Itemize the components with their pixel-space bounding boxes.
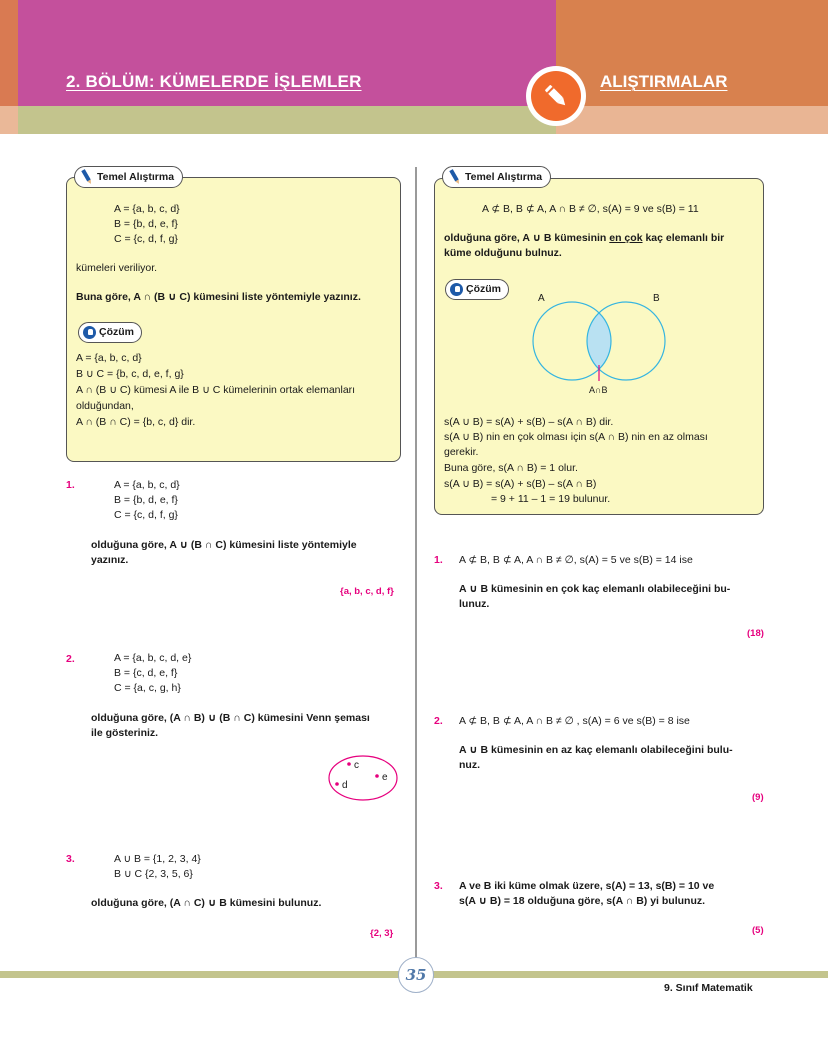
exercise-answer: (9)	[752, 792, 764, 803]
exercise-question: s(A ∪ B) = 18 olduğuna göre, s(A ∩ B) yi bulunuz.	[459, 895, 706, 907]
right-solution-line: s(A ∪ B) = s(A) + s(B) – s(A ∩ B)	[444, 478, 597, 490]
exercise-number: 3.	[434, 880, 443, 892]
left-set-a: A = {a, b, c, d}	[114, 203, 180, 215]
right-solution-line: s(A ∪ B) nin en çok olması için s(A ∩ B) nin en az olması	[444, 431, 708, 443]
exercise-question: olduğuna göre, A ∪ (B ∩ C) kümesini liste yöntemiyle	[91, 539, 357, 551]
right-example-label	[442, 166, 551, 188]
chapter-title: 2. BÖLÜM: KÜMELERDE İŞLEMLER	[66, 72, 362, 91]
venn-label-intersection: A∩B	[589, 385, 608, 395]
exercise-line: B ∪ C {2, 3, 5, 6}	[114, 868, 193, 880]
exercise-answer: (18)	[747, 628, 764, 639]
exercise-line: C = {c, d, f, g}	[114, 509, 178, 521]
venn-element-e: e	[382, 772, 388, 783]
exercise-line: C = {a, c, g, h}	[114, 682, 181, 694]
pencil-icon	[79, 168, 95, 186]
exercise-answer: {2, 3}	[370, 928, 394, 939]
exercise-answer: {a, b, c, d, f}	[340, 586, 394, 597]
exercise-question: A ∪ B kümesinin en az kaç elemanlı olabileceğini bulu-	[459, 744, 733, 756]
footer-book-title: 9. Sınıf Matematik	[664, 982, 753, 994]
venn-label-b: B	[653, 293, 660, 304]
pencil-icon	[531, 71, 581, 121]
hand-icon	[83, 326, 96, 339]
exercise-question: olduğuna göre, (A ∩ B) ∪ (B ∩ C) kümesini Venn şeması	[91, 712, 370, 724]
left-solution-label	[78, 322, 142, 343]
right-solution-line: Buna göre, s(A ∩ B) = 1 olur.	[444, 462, 578, 474]
right-question-line2: küme olduğunu bulnuz.	[444, 247, 562, 259]
left-question: Buna göre, A ∩ (B ∪ C) kümesini liste yöntemiyle yazınız.	[76, 291, 361, 303]
right-condition: A ⊄ B, B ⊄ A, A ∩ B ≠ ∅, s(A) = 9 ve s(B) = 11	[482, 203, 699, 215]
venn-label-a: A	[538, 293, 545, 304]
left-example-label	[74, 166, 183, 188]
exercise-question: olduğuna göre, (A ∩ C) ∪ B kümesini bulunuz.	[91, 897, 322, 909]
exercise-answer: (5)	[752, 925, 764, 936]
right-example-label-text: Temel Alıştırma	[465, 171, 543, 183]
header-peach-edge	[0, 106, 18, 134]
venn-dot-e	[375, 774, 379, 778]
right-question-part2: kaç elemanlı bir	[642, 232, 725, 244]
exercise-question: yazınız.	[91, 554, 129, 566]
exercise-number: 1.	[66, 479, 75, 491]
right-question-emphasis: en çok	[609, 232, 643, 244]
right-solution-label-text: Çözüm	[466, 283, 501, 295]
page-number: 35	[398, 957, 434, 993]
header-orange-edge	[0, 0, 18, 106]
venn-element-d: d	[342, 780, 348, 791]
exercise-question: A ve B iki küme olmak üzere, s(A) = 13, s(B) = 10 ve	[459, 880, 715, 892]
right-solution-line: = 9 + 11 – 1 = 19 bulunur.	[491, 493, 611, 505]
right-solution-line: s(A ∪ B) = s(A) + s(B) – s(A ∩ B) dir.	[444, 416, 614, 428]
left-given: kümeleri veriliyor.	[76, 262, 158, 274]
exercise-line: B = {c, d, e, f}	[114, 667, 178, 679]
venn-dot-d	[335, 782, 339, 786]
right-solution-line: gerekir.	[444, 446, 479, 458]
left-solution-line: olduğundan,	[76, 400, 134, 412]
exercise-number: 3.	[66, 853, 75, 865]
pencil-icon	[447, 168, 463, 186]
header-peach-strip	[556, 106, 828, 134]
left-solution-line: B ∪ C = {b, c, d, e, f, g}	[76, 368, 184, 380]
exercise-line: A ∪ B = {1, 2, 3, 4}	[114, 853, 201, 865]
exercise-condition: A ⊄ B, B ⊄ A, A ∩ B ≠ ∅ , s(A) = 6 ve s(B) = 8 ise	[459, 715, 690, 727]
right-question	[444, 231, 724, 246]
column-divider	[415, 167, 417, 962]
left-solution-line: A = {a, b, c, d}	[76, 352, 142, 364]
left-solution-label-text: Çözüm	[99, 326, 134, 338]
exercise-number: 1.	[434, 554, 443, 566]
exercise-question: A ∪ B kümesinin en çok kaç elemanlı olabileceğini bu-	[459, 583, 731, 595]
venn-element-c: c	[354, 760, 359, 771]
exercise-question: lunuz.	[459, 598, 490, 610]
exercise-line: A = {a, b, c, d, e}	[114, 652, 192, 664]
exercise-line: A = {a, b, c, d}	[114, 479, 180, 491]
venn-dot-c	[347, 762, 351, 766]
exercise-number: 2.	[66, 653, 75, 665]
exercise-question: nuz.	[459, 759, 480, 771]
answer-venn-diagram	[326, 754, 400, 804]
left-solution-line: A ∩ (B ∪ C) kümesi A ile B ∪ C kümelerinin ortak elemanları	[76, 384, 356, 396]
left-set-c: C = {c, d, f, g}	[114, 233, 178, 245]
exercise-condition: A ⊄ B, B ⊄ A, A ∩ B ≠ ∅, s(A) = 5 ve s(B) = 14 ise	[459, 554, 693, 566]
right-solution-label	[445, 279, 509, 300]
left-example-label-text: Temel Alıştırma	[97, 171, 175, 183]
exercise-line: B = {b, d, e, f}	[114, 494, 178, 506]
exercise-number: 2.	[434, 715, 443, 727]
venn-diagram	[520, 285, 680, 400]
left-solution-line: A ∩ (B ∩ C) = {b, c, d} dir.	[76, 416, 196, 428]
hand-icon	[450, 283, 463, 296]
exercise-question: ile gösteriniz.	[91, 727, 159, 739]
header-olive-strip	[0, 106, 556, 134]
right-question-part1: olduğuna göre, A ∪ B kümesinin	[444, 232, 610, 244]
left-set-b: B = {b, d, e, f}	[114, 218, 178, 230]
section-title: ALIŞTIRMALAR	[600, 72, 728, 91]
